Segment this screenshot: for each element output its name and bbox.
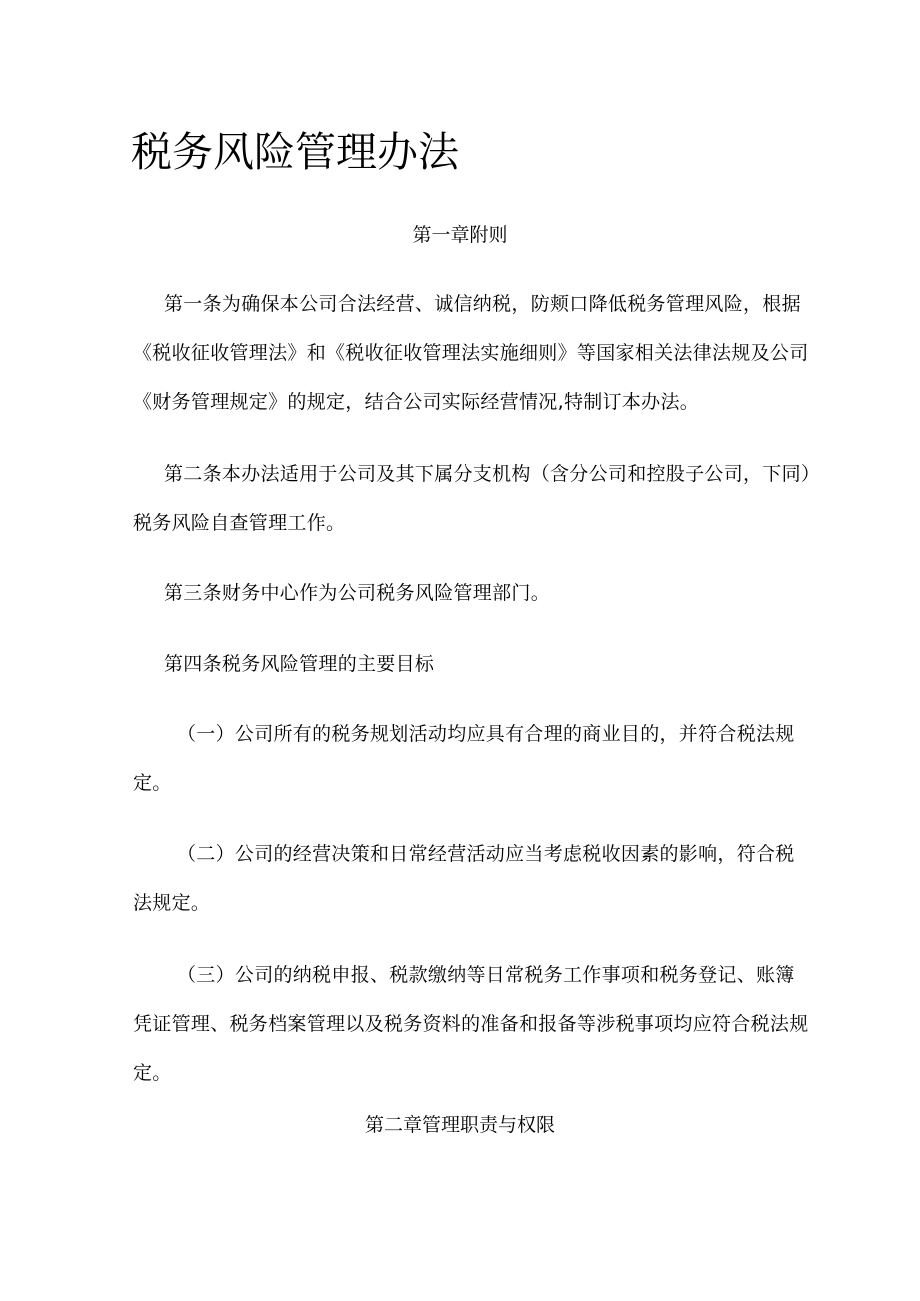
goal-item-2: （二）公司的经营决策和日常经营活动应当考虑税收因素的影响，符合税法规定。 <box>133 843 795 914</box>
article-3: 第三条财务中心作为公司税务风险管理部门。 <box>164 582 551 604</box>
goal-item-3: （三）公司的纳税申报、税款缴纳等日常税务工作事项和税务登记、账簿凭证管理、税务档案管理以及税务资料的准备和报备等涉税事项均应符合税法规定。 <box>133 964 809 1084</box>
article-2: 第二条本办法适用于公司及其下属分支机构（含分公司和控股子公司，下同）税务风险自查管理工作。 <box>133 463 811 534</box>
document-title: 税务风险管理办法 <box>131 128 459 176</box>
article-1: 第一条为确保本公司合法经营、诚信纳税，防颊口降低税务管理风险，根据《税收征收管理法》和《税收征收管理法实施细则》等国家相关法律法规及公司《财务管理规定》的规定，结合公司实际经营情况,特制订本办法。 <box>133 293 809 413</box>
goal-item-1: （一）公司所有的税务规划活动均应具有合理的商业目的，并符合税法规定。 <box>133 723 795 794</box>
article-4: 第四条税务风险管理的主要目标 <box>164 653 435 675</box>
chapter-heading-2: 第二章管理职责与权限 <box>364 1114 555 1136</box>
chapter-heading-1: 第一章附则 <box>412 224 508 246</box>
